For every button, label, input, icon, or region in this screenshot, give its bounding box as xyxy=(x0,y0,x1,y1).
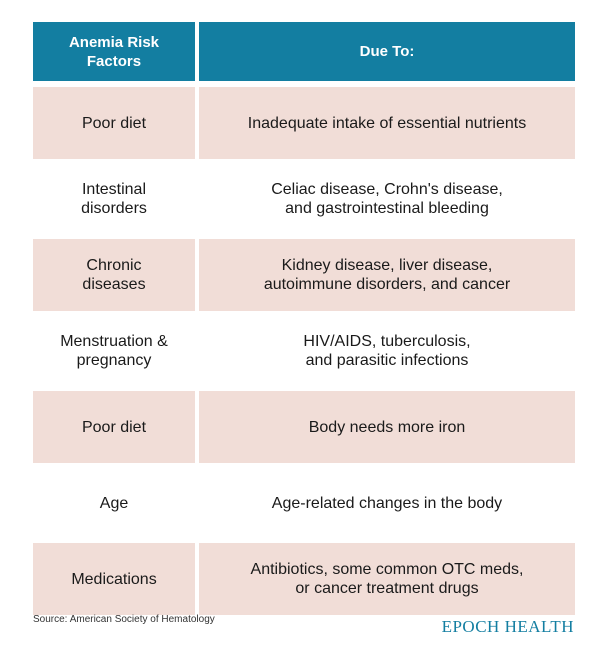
cause-cell: Celiac disease, Crohn's disease, and gastrointestinal bleeding xyxy=(271,181,503,217)
risk-factor-cell: Chronic diseases xyxy=(33,239,195,311)
header-risk-factors: Anemia Risk Factors xyxy=(33,22,195,81)
risk-factor-cell: Poor diet xyxy=(33,87,195,159)
table-row xyxy=(33,543,575,615)
cause-cell: Inadequate intake of essential nutrients xyxy=(199,87,575,159)
risk-factor-cell: Medications xyxy=(33,543,195,615)
cause-cell: Antibiotics, some common OTC meds, or cancer treatment drugs xyxy=(199,543,575,615)
header-due-to: Due To: xyxy=(199,22,575,81)
table-row xyxy=(33,315,575,387)
cause-cell: Body needs more iron xyxy=(199,391,575,463)
risk-factor-cell: Age xyxy=(99,494,129,512)
table-row xyxy=(33,239,575,311)
table-header-row xyxy=(33,22,575,81)
risk-factors-table xyxy=(33,22,575,619)
risk-factor-cell: Poor diet xyxy=(33,391,195,463)
cause-cell: Age-related changes in the body xyxy=(271,494,503,512)
table-row xyxy=(33,467,575,539)
table-row xyxy=(33,87,575,159)
risk-factor-cell: Intestinal disorders xyxy=(81,181,147,217)
table-row xyxy=(33,163,575,235)
risk-factor-cell: Menstruation & pregnancy xyxy=(60,333,168,369)
source-note: Source: American Society of Hematology xyxy=(33,614,215,625)
cause-cell: Kidney disease, liver disease, autoimmune disorders, and cancer xyxy=(199,239,575,311)
table-row xyxy=(33,391,575,463)
cause-cell: HIV/AIDS, tuberculosis, and parasitic infections xyxy=(303,333,471,369)
brand-logo: EPOCH HEALTH xyxy=(441,617,574,636)
